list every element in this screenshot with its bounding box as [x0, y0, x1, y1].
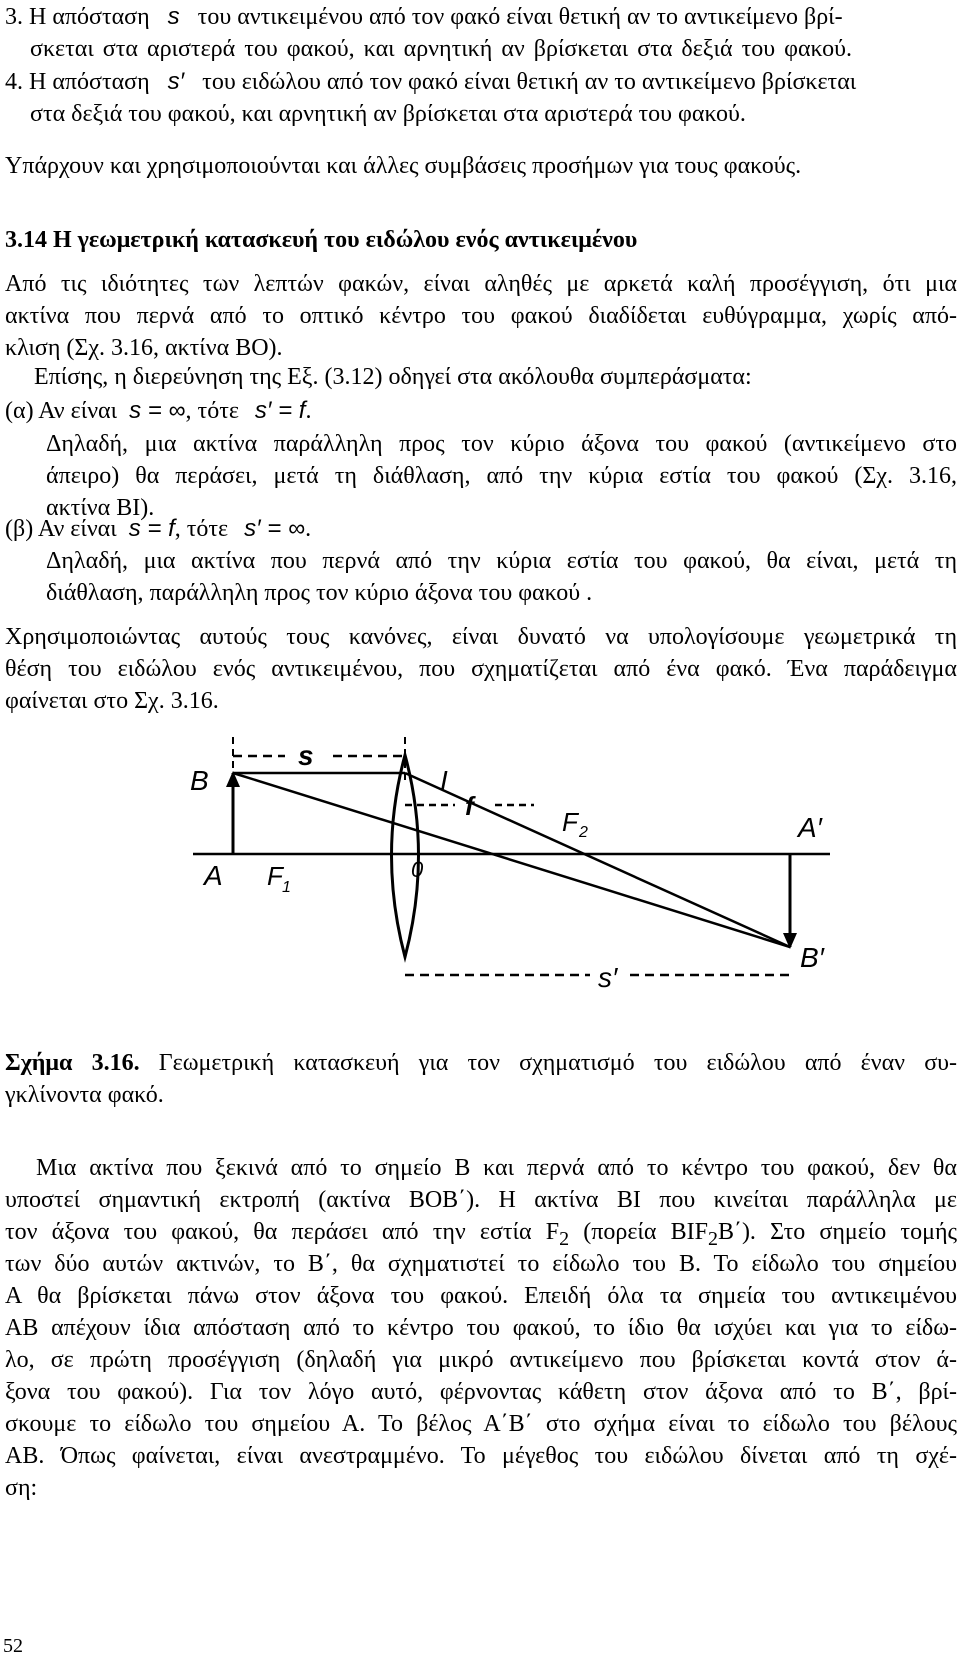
- list-number: 4.: [5, 69, 23, 95]
- subscript: 2: [559, 1227, 570, 1250]
- case-b-line-1: Δηλαδή, μια ακτίνα που περνά από την κύρια εστία του φακού, θα είναι, μετά τη: [46, 548, 957, 574]
- paragraph-4-line-10: ΑΒ. Όπως φαίνεται, είναι ανεστραμμένο. Το μέγεθος του ειδώλου δίνεται από τη σχέ-: [5, 1443, 957, 1469]
- paragraph-4-line-4: των δύο αυτών ακτινών, το Β΄, θα σχηματιστεί το είδωλο του Β. Το είδωλο του σημείου: [5, 1251, 957, 1277]
- paragraph-4-line-3: [5, 1218, 957, 1253]
- paragraph-4-line-8: ξονα του φακού). Για τον λόγο αυτό, φέρνοντας κάθετη στον άξονα από το Β΄, βρί-: [5, 1379, 957, 1405]
- label-s-prime: s′: [598, 962, 618, 993]
- paragraph-2: Επίσης, η διερεύνηση της Εξ. (3.12) οδηγεί στα ακόλουθα συμπεράσματα:: [34, 364, 752, 390]
- paragraph-1-line-3: κλιση (Σχ. 3.16, ακτίνα ΒΟ).: [5, 335, 283, 361]
- label-I: I: [440, 765, 448, 796]
- list-item-3-line-2: σκεται στα αριστερά του φακού, και αρνητική αν βρίσκεται στα δεξιά του φακού.: [30, 36, 852, 62]
- case-a-line-1: Δηλαδή, μια ακτίνα παράλληλη προς τον κύριο άξονα του φακού (αντικείμενο στο: [46, 431, 957, 457]
- converging-lens: [392, 755, 419, 957]
- text: B΄). Στο σημείο τομής: [717, 1219, 958, 1245]
- paragraph-4-line-11: ση:: [5, 1475, 38, 1501]
- list-item-4-line-1: [5, 68, 856, 96]
- paragraph-4-line-1: Μια ακτίνα που ξεκινά από το σημείο Β και περνά από το κέντρο του φακού, δεν θα: [36, 1155, 957, 1181]
- text: (πορεία BIF: [569, 1219, 708, 1245]
- label-A: A: [204, 860, 223, 891]
- case-b-label: (β): [5, 516, 34, 542]
- case-b-text: Αν είναι: [37, 516, 117, 542]
- list-text: του αντικειμένου από τον φακό είναι θετική αν το αντικείμενο βρί-: [197, 4, 843, 30]
- conventions-note: Υπάρχουν και χρησιμοποιούνται και άλλες συμβάσεις προσήμων για τους φακούς.: [5, 153, 802, 179]
- ray-BOB: [233, 773, 790, 947]
- paragraph-3-line-1: Χρησιμοποιώντας αυτούς τους κανόνες, είναι δυνατό να υπολογίσουμε γεωμετρικά τη: [5, 624, 957, 650]
- list-text: Η απόσταση: [29, 69, 150, 95]
- case-a-statement: [5, 397, 311, 425]
- label-f: f: [465, 791, 474, 821]
- case-a-text: Αν είναι: [38, 398, 118, 424]
- case-b-statement: [5, 515, 311, 543]
- paragraph-4-line-7: λο, σε πρώτη προσέγγιση (δηλαδή για μικρό αντικείμενο που βρίσκεται κοντά στον ά-: [5, 1347, 957, 1373]
- label-B-prime: B′: [800, 942, 824, 973]
- list-item-4-line-2: στα δεξιά του φακού, και αρνητική αν βρίσκεται στα αριστερά του φακού.: [30, 101, 746, 127]
- case-a-equation-1: s = ∞: [129, 397, 186, 424]
- label-s: s: [298, 740, 314, 771]
- label-F1-subscript: 1: [282, 879, 291, 896]
- lens-ray-diagram: [0, 725, 960, 1005]
- paragraph-3-line-3: φαίνεται στο Σχ. 3.16.: [5, 688, 219, 714]
- label-B: B: [190, 765, 209, 796]
- case-a-text: , τότε: [185, 398, 239, 424]
- figure-caption-label: Σχήμα 3.16.: [5, 1050, 140, 1076]
- symbol-s-prime: s′: [167, 68, 185, 95]
- label-O: 0: [411, 857, 424, 882]
- label-F2: F: [562, 807, 578, 837]
- label-A-prime: A′: [798, 812, 822, 843]
- case-b-line-2: διάθλαση, παράλληλη προς τον κύριο άξονα του φακού .: [46, 580, 593, 606]
- case-b-equation-1: s = f: [128, 515, 175, 542]
- case-a-line-2: άπειρο) θα περάσει, μετά τη διάθλαση, από την κύρια εστία του φακού (Σχ. 3.16,: [46, 463, 957, 489]
- figure-caption-line-1: [5, 1049, 957, 1077]
- ray-IF2B: [405, 773, 790, 947]
- list-number: 3.: [5, 4, 23, 30]
- section-heading: [5, 226, 637, 254]
- figure-caption-text: Γεωμετρική κατασκευή για τον σχηματισμό του ειδώλου από έναν συ-: [158, 1050, 958, 1076]
- section-title: Η γεωμετρική κατασκευή του ειδώλου ενός αντικειμένου: [53, 227, 638, 253]
- subscript: 2: [707, 1227, 718, 1250]
- paragraph-1-line-2: ακτίνα που περνά από το οπτικό κέντρο του φακού διαδίδεται ευθύγραμμα, χωρίς από-: [5, 303, 957, 329]
- label-F2-subscript: 2: [579, 824, 588, 841]
- label-F1: F: [267, 861, 283, 891]
- list-text: Η απόσταση: [29, 4, 150, 30]
- paragraph-4-line-6: ΑΒ απέχουν ίδια απόσταση από το κέντρο του φακού, το ίδιο θα ισχύει και για το είδω-: [5, 1315, 957, 1341]
- case-a-end: .: [305, 398, 312, 424]
- case-b-end: .: [305, 516, 312, 542]
- figure-caption-line-2: γκλίνοντα φακό.: [5, 1082, 164, 1108]
- case-b-equation-2: s′ = ∞: [244, 515, 306, 542]
- paragraph-4-line-2: υποστεί σημαντική εκτροπή (ακτίνα ΒΟΒ΄). Η ακτίνα ΒΙ που κινείται παράλληλα με: [5, 1187, 957, 1213]
- text: τον άξονα του φακού, θα περάσει από την εστία F: [5, 1219, 560, 1245]
- paragraph-1-line-1: Από τις ιδιότητες των λεπτών φακών, είναι αληθές με αρκετά καλή προσέγγιση, ότι μια: [5, 271, 957, 297]
- case-b-text: , τότε: [174, 516, 229, 542]
- section-number: 3.14: [5, 227, 47, 253]
- case-a-label: (α): [5, 398, 34, 424]
- paragraph-4-line-5: Α θα βρίσκεται πάνω στον άξονα του φακού. Επειδή όλα τα σημεία του αντικειμένου: [5, 1283, 957, 1309]
- paragraph-4-line-9: σκουμε το είδωλο του σημείου Α. Το βέλος Α΄Β΄ στο σχήμα είναι το είδωλο του βέλους: [5, 1411, 957, 1437]
- paragraph-3-line-2: θέση του ειδώλου ενός αντικειμένου, που σχηματίζεται από ένα φακό. Ένα παράδειγμα: [5, 656, 957, 682]
- list-item-3-line-1: [5, 3, 843, 31]
- case-a-equation-2: s′ = f: [254, 397, 306, 424]
- list-text: του ειδώλου από τον φακό είναι θετική αν το αντικείμενο βρίσκεται: [202, 69, 857, 95]
- symbol-s: s: [167, 3, 180, 30]
- case-a-line-3: ακτίνα ΒΙ).: [46, 495, 155, 521]
- page-number: 52: [3, 1635, 23, 1657]
